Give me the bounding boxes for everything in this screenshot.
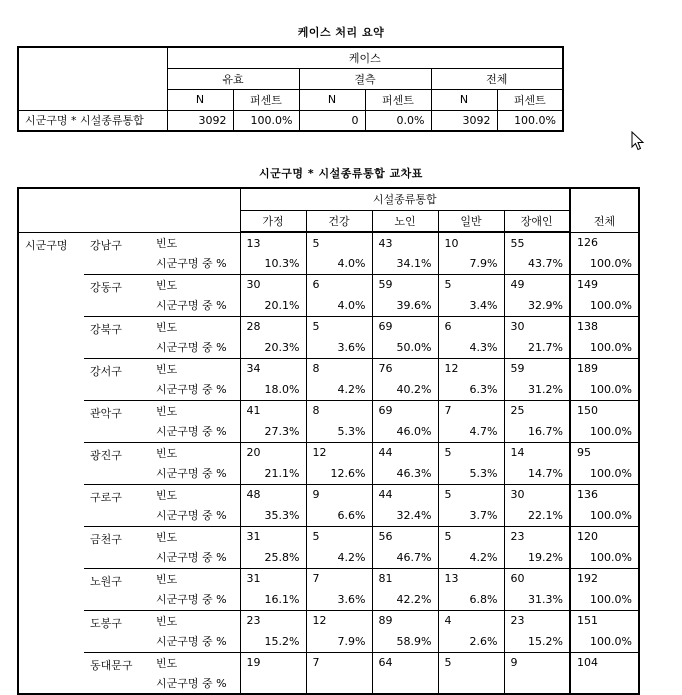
frequency-label: 빈도 <box>150 358 240 379</box>
frequency-cell: 23 <box>240 610 306 631</box>
frequency-cell: 13 <box>240 232 306 253</box>
subheader: N <box>431 89 497 110</box>
frequency-cell: 69 <box>372 400 438 421</box>
percent-cell <box>240 673 306 694</box>
percent-cell: 12.6% <box>306 463 372 484</box>
table-row <box>18 484 639 505</box>
percent-cell: 42.2% <box>372 589 438 610</box>
percent-cell: 100.0% <box>570 547 639 568</box>
subheader: 퍼센트 <box>365 89 431 110</box>
frequency-cell: 12 <box>438 358 504 379</box>
percent-cell: 100.0% <box>570 589 639 610</box>
frequency-cell: 23 <box>504 610 570 631</box>
frequency-cell: 10 <box>438 232 504 253</box>
frequency-cell: 60 <box>504 568 570 589</box>
percent-cell: 3.6% <box>306 589 372 610</box>
frequency-cell: 136 <box>570 484 639 505</box>
frequency-cell: 44 <box>372 442 438 463</box>
percent-cell: 32.4% <box>372 505 438 526</box>
frequency-cell: 49 <box>504 274 570 295</box>
crosstab-corner <box>18 188 240 232</box>
summary-value: 100.0% <box>497 110 563 131</box>
frequency-cell: 5 <box>438 442 504 463</box>
summary-value: 3092 <box>431 110 497 131</box>
percent-cell: 20.3% <box>240 337 306 358</box>
frequency-cell: 89 <box>372 610 438 631</box>
frequency-cell: 43 <box>372 232 438 253</box>
percent-cell: 4.0% <box>306 253 372 274</box>
mouse-cursor-icon <box>631 131 645 151</box>
table-row <box>18 568 639 589</box>
table-row <box>18 400 639 421</box>
frequency-label: 빈도 <box>150 316 240 337</box>
crosstab-title: 시군구명 * 시설종류통합 교차표 <box>259 167 423 180</box>
subheader: 퍼센트 <box>497 89 563 110</box>
column-group-header: 시설종류통합 <box>240 188 570 210</box>
percent-cell: 40.2% <box>372 379 438 400</box>
percent-cell: 46.7% <box>372 547 438 568</box>
frequency-cell: 7 <box>306 568 372 589</box>
district-label: 구로구 <box>84 484 150 526</box>
percent-label: 시군구명 중 % <box>150 631 240 652</box>
percent-cell: 15.2% <box>240 631 306 652</box>
percent-cell: 43.7% <box>504 253 570 274</box>
percent-cell: 4.2% <box>306 379 372 400</box>
frequency-label: 빈도 <box>150 568 240 589</box>
table-row <box>18 232 639 253</box>
percent-label: 시군구명 중 % <box>150 673 240 694</box>
percent-cell: 10.3% <box>240 253 306 274</box>
percent-cell <box>306 673 372 694</box>
frequency-cell: 31 <box>240 568 306 589</box>
frequency-cell: 189 <box>570 358 639 379</box>
frequency-cell: 8 <box>306 358 372 379</box>
percent-cell: 16.7% <box>504 421 570 442</box>
percent-cell: 15.2% <box>504 631 570 652</box>
frequency-cell: 9 <box>306 484 372 505</box>
frequency-label: 빈도 <box>150 526 240 547</box>
percent-cell: 2.6% <box>438 631 504 652</box>
column-header: 가정 <box>240 210 306 232</box>
frequency-cell: 5 <box>306 316 372 337</box>
frequency-label: 빈도 <box>150 400 240 421</box>
percent-cell: 18.0% <box>240 379 306 400</box>
total-header: 전체 <box>570 188 639 232</box>
percent-cell: 22.1% <box>504 505 570 526</box>
table-row <box>18 358 639 379</box>
percent-cell: 31.2% <box>504 379 570 400</box>
percent-cell: 6.6% <box>306 505 372 526</box>
table-row <box>18 526 639 547</box>
summary-value: 3092 <box>167 110 233 131</box>
percent-label: 시군구명 중 % <box>150 379 240 400</box>
percent-cell: 100.0% <box>570 505 639 526</box>
percent-cell: 3.7% <box>438 505 504 526</box>
frequency-cell: 69 <box>372 316 438 337</box>
frequency-cell: 34 <box>240 358 306 379</box>
percent-cell: 100.0% <box>570 421 639 442</box>
frequency-cell: 56 <box>372 526 438 547</box>
column-header: 건강 <box>306 210 372 232</box>
frequency-cell: 20 <box>240 442 306 463</box>
frequency-cell: 104 <box>570 652 639 673</box>
percent-cell: 7.9% <box>306 631 372 652</box>
frequency-cell: 5 <box>438 526 504 547</box>
percent-cell: 6.8% <box>438 589 504 610</box>
percent-cell: 39.6% <box>372 295 438 316</box>
summary-corner <box>18 47 167 110</box>
frequency-cell: 6 <box>306 274 372 295</box>
percent-cell: 46.3% <box>372 463 438 484</box>
table-row <box>18 442 639 463</box>
frequency-cell: 151 <box>570 610 639 631</box>
frequency-cell: 9 <box>504 652 570 673</box>
district-label: 노원구 <box>84 568 150 610</box>
district-label: 강동구 <box>84 274 150 316</box>
crosstab-table <box>17 187 640 695</box>
frequency-cell: 6 <box>438 316 504 337</box>
percent-cell: 4.2% <box>438 547 504 568</box>
percent-cell: 7.9% <box>438 253 504 274</box>
frequency-cell: 5 <box>438 274 504 295</box>
percent-cell <box>438 673 504 694</box>
frequency-cell: 4 <box>438 610 504 631</box>
percent-cell <box>570 673 639 694</box>
percent-cell: 21.7% <box>504 337 570 358</box>
district-label: 광진구 <box>84 442 150 484</box>
group-missing: 결측 <box>299 68 431 89</box>
percent-cell: 100.0% <box>570 631 639 652</box>
frequency-cell: 64 <box>372 652 438 673</box>
percent-cell: 100.0% <box>570 253 639 274</box>
percent-cell: 35.3% <box>240 505 306 526</box>
percent-cell: 4.0% <box>306 295 372 316</box>
frequency-cell: 150 <box>570 400 639 421</box>
frequency-cell: 81 <box>372 568 438 589</box>
summary-title: 케이스 처리 요약 <box>297 26 385 39</box>
column-header: 일반 <box>438 210 504 232</box>
frequency-cell: 192 <box>570 568 639 589</box>
frequency-label: 빈도 <box>150 652 240 673</box>
percent-cell: 4.2% <box>306 547 372 568</box>
case-summary-table <box>17 46 564 132</box>
frequency-cell: 149 <box>570 274 639 295</box>
subheader: 퍼센트 <box>233 89 299 110</box>
district-label: 강서구 <box>84 358 150 400</box>
frequency-cell: 138 <box>570 316 639 337</box>
district-label: 관악구 <box>84 400 150 442</box>
frequency-cell: 95 <box>570 442 639 463</box>
frequency-cell: 8 <box>306 400 372 421</box>
district-label: 강남구 <box>84 232 150 274</box>
frequency-cell: 28 <box>240 316 306 337</box>
summary-value: 100.0% <box>233 110 299 131</box>
subheader: N <box>167 89 233 110</box>
frequency-cell: 44 <box>372 484 438 505</box>
district-label: 금천구 <box>84 526 150 568</box>
frequency-cell: 76 <box>372 358 438 379</box>
percent-cell: 25.8% <box>240 547 306 568</box>
cases-header: 케이스 <box>167 47 563 68</box>
percent-cell: 20.1% <box>240 295 306 316</box>
frequency-cell: 31 <box>240 526 306 547</box>
frequency-cell: 59 <box>504 358 570 379</box>
frequency-cell: 5 <box>438 484 504 505</box>
percent-cell: 100.0% <box>570 295 639 316</box>
summary-value: 0 <box>299 110 365 131</box>
summary-row-label: 시군구명 * 시설종류통합 <box>18 110 167 131</box>
frequency-cell: 7 <box>306 652 372 673</box>
row-variable-label: 시군구명 <box>25 238 68 252</box>
frequency-cell: 12 <box>306 610 372 631</box>
percent-cell: 4.3% <box>438 337 504 358</box>
percent-cell: 46.0% <box>372 421 438 442</box>
frequency-cell: 12 <box>306 442 372 463</box>
percent-cell: 3.6% <box>306 337 372 358</box>
percent-cell: 6.3% <box>438 379 504 400</box>
frequency-cell: 55 <box>504 232 570 253</box>
percent-label: 시군구명 중 % <box>150 547 240 568</box>
percent-cell: 34.1% <box>372 253 438 274</box>
frequency-label: 빈도 <box>150 274 240 295</box>
frequency-cell: 23 <box>504 526 570 547</box>
percent-cell: 5.3% <box>438 463 504 484</box>
frequency-cell: 48 <box>240 484 306 505</box>
frequency-cell: 30 <box>504 316 570 337</box>
frequency-cell: 7 <box>438 400 504 421</box>
percent-cell: 31.3% <box>504 589 570 610</box>
frequency-cell: 126 <box>570 232 639 253</box>
percent-label: 시군구명 중 % <box>150 295 240 316</box>
percent-cell: 100.0% <box>570 337 639 358</box>
group-valid: 유효 <box>167 68 299 89</box>
frequency-cell: 5 <box>306 526 372 547</box>
table-row <box>18 274 639 295</box>
percent-cell: 100.0% <box>570 379 639 400</box>
group-total: 전체 <box>431 68 563 89</box>
percent-cell <box>372 673 438 694</box>
percent-cell: 14.7% <box>504 463 570 484</box>
frequency-label: 빈도 <box>150 484 240 505</box>
table-row <box>18 610 639 631</box>
frequency-label: 빈도 <box>150 610 240 631</box>
frequency-cell: 120 <box>570 526 639 547</box>
percent-label: 시군구명 중 % <box>150 253 240 274</box>
district-label: 도봉구 <box>84 610 150 652</box>
percent-label: 시군구명 중 % <box>150 505 240 526</box>
summary-value: 0.0% <box>365 110 431 131</box>
frequency-cell: 25 <box>504 400 570 421</box>
frequency-label: 빈도 <box>150 232 240 253</box>
percent-cell: 100.0% <box>570 463 639 484</box>
frequency-cell: 59 <box>372 274 438 295</box>
percent-cell: 4.7% <box>438 421 504 442</box>
frequency-cell: 30 <box>504 484 570 505</box>
frequency-cell: 13 <box>438 568 504 589</box>
column-header: 노인 <box>372 210 438 232</box>
percent-label: 시군구명 중 % <box>150 337 240 358</box>
percent-cell <box>504 673 570 694</box>
frequency-cell: 14 <box>504 442 570 463</box>
percent-cell: 19.2% <box>504 547 570 568</box>
district-label: 동대문구 <box>84 652 150 694</box>
frequency-cell: 41 <box>240 400 306 421</box>
percent-cell: 58.9% <box>372 631 438 652</box>
district-label: 강북구 <box>84 316 150 358</box>
percent-label: 시군구명 중 % <box>150 463 240 484</box>
percent-label: 시군구명 중 % <box>150 589 240 610</box>
percent-cell: 27.3% <box>240 421 306 442</box>
percent-cell: 32.9% <box>504 295 570 316</box>
subheader: N <box>299 89 365 110</box>
percent-cell: 3.4% <box>438 295 504 316</box>
percent-cell: 50.0% <box>372 337 438 358</box>
frequency-cell: 30 <box>240 274 306 295</box>
percent-cell: 5.3% <box>306 421 372 442</box>
percent-label: 시군구명 중 % <box>150 421 240 442</box>
frequency-cell: 5 <box>306 232 372 253</box>
frequency-label: 빈도 <box>150 442 240 463</box>
percent-cell: 16.1% <box>240 589 306 610</box>
frequency-cell: 19 <box>240 652 306 673</box>
column-header: 장애인 <box>504 210 570 232</box>
frequency-cell: 5 <box>438 652 504 673</box>
table-row <box>18 316 639 337</box>
percent-cell: 21.1% <box>240 463 306 484</box>
